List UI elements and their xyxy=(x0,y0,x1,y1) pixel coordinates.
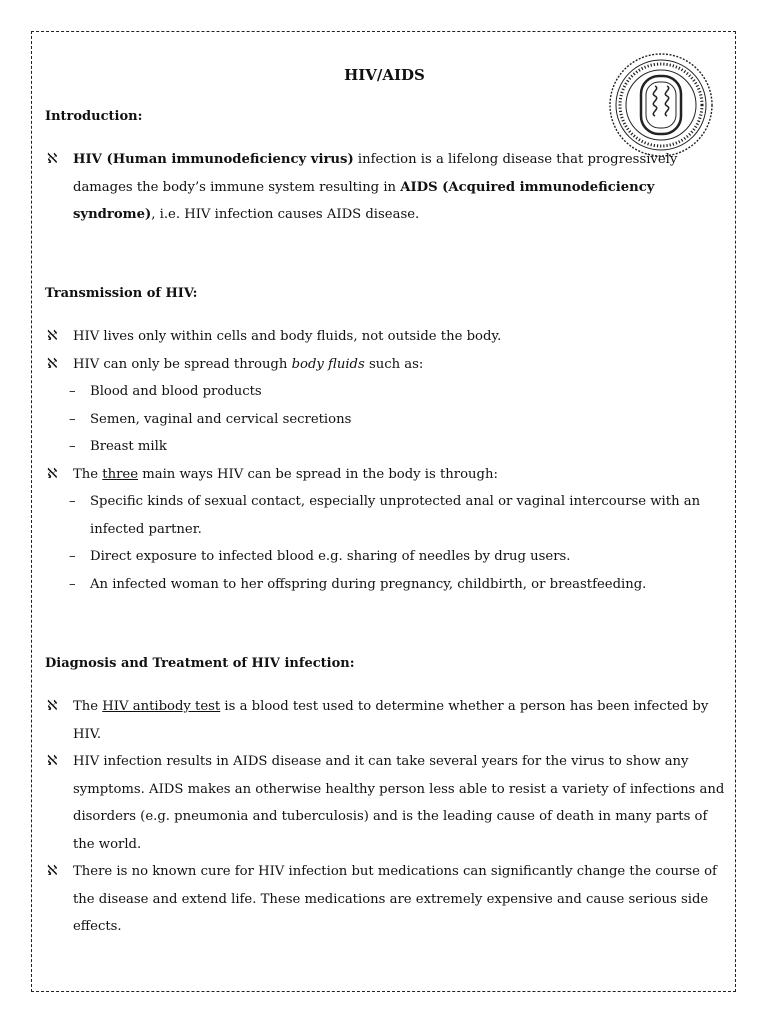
aleph-bullet-icon: ℵ xyxy=(47,328,58,344)
dash-marker: – xyxy=(69,576,76,592)
aleph-bullet-icon: ℵ xyxy=(47,753,58,769)
sub-item-fluid: – Breast milk xyxy=(45,433,725,461)
dash-marker: – xyxy=(69,384,76,399)
sub-item-way: – An infected woman to her offspring during pregnancy, childbirth, or breastfeeding. xyxy=(45,571,725,599)
list-item: ℵ HIV (Human immunodeficiency virus) infection is a lifelong disease that progressively damages the body’s immune system resulting in AIDS (Acquired immunodeficiency syndrome), i.e. HIV infection causes AIDS disease. xyxy=(45,146,725,229)
sub-item-way: – Direct exposure to infected blood e.g. sharing of needles by drug users. xyxy=(45,543,725,571)
section-heading-introduction: Introduction: xyxy=(45,109,143,124)
list-item: ℵ The HIV antibody test is a blood test used to determine whether a person has been infected by HIV. xyxy=(45,693,725,748)
list-item: ℵ HIV infection results in AIDS disease and it can take several years for the virus to show any symptoms. AIDS makes an otherwise healthy person less able to resist a variety of infections and disorders (e.g. pneumonia and tuberculosis) and is the leading cause of death in many parts of the world. xyxy=(45,748,725,858)
list-item: ℵ HIV can only be spread through body fluids such as: xyxy=(45,351,725,379)
aleph-bullet-icon: ℵ xyxy=(47,355,58,372)
dash-marker: – xyxy=(69,411,76,427)
hiv-virus-emblem-icon xyxy=(608,52,714,158)
section-heading-transmission: Transmission of HIV: xyxy=(45,286,198,301)
aleph-bullet-icon: ℵ xyxy=(47,863,58,879)
list-item: ℵ The three main ways HIV can be spread in the body is through: xyxy=(45,461,725,489)
dash-marker: – xyxy=(69,549,76,564)
page-title: HIV/AIDS xyxy=(344,66,425,84)
dash-marker: – xyxy=(69,439,76,454)
dash-marker: – xyxy=(69,494,76,509)
diagnosis-list xyxy=(45,693,725,941)
list-item: ℵ HIV lives only within cells and body fluids, not outside the body. xyxy=(45,323,725,351)
aleph-bullet-icon: ℵ xyxy=(47,151,58,167)
sub-item-fluid: – Blood and blood products xyxy=(45,378,725,406)
sub-item-way: – Specific kinds of sexual contact, especially unprotected anal or vaginal intercourse with an infected partner. xyxy=(45,488,725,543)
aleph-bullet-icon: ℵ xyxy=(47,465,58,482)
intro-list xyxy=(45,146,725,229)
aleph-bullet-icon: ℵ xyxy=(47,698,58,714)
list-item: ℵ There is no known cure for HIV infection but medications can significantly change the course of the disease and extend life. These medications are extremely expensive and cause serious side effects. xyxy=(45,858,725,941)
page-border xyxy=(31,31,736,992)
sub-item-fluid: – Semen, vaginal and cervical secretions xyxy=(45,406,725,434)
section-heading-diagnosis: Diagnosis and Treatment of HIV infection: xyxy=(45,656,355,671)
transmission-list xyxy=(45,323,725,598)
